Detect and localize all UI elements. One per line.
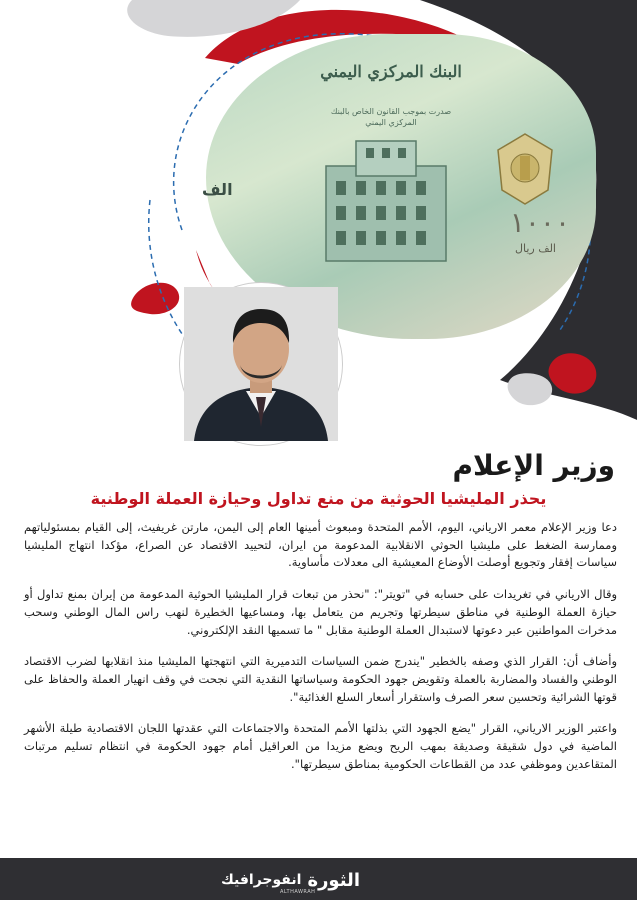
red-drop-left bbox=[131, 283, 179, 315]
paragraph: دعا وزير الإعلام معمر الارياني، اليوم، الأمم المتحدة ومبعوث أمينها العام إلى اليمن، مارتن غريفيث، إلى القيام بمسئولياتهم وممارسة الضغط على مليشيا الحوثي الانقلابية المدعومة من ايران، لتحييد الاقتصاد عن الصراع، مؤكدا انتهاج المليشيا سياسات إفقار وتجويع أوصلت الأوضاع المعيشية الى معدلات مأساوية. bbox=[24, 520, 617, 570]
paragraph: واعتبر الوزير الارياني، القرار "يضع الجهود التي بذلتها الأمم المتحدة والاجتماعات التي عقدتها اللجان الاقتصادية طيلة الأشهر الماضية في دول شقيقة وصديقة بمهب الريح ويضع مزيدا من العراقيل أمام جهود الحكومة في انتظام تسليم مرتبات المتقاعدين وموظفي عدد من القطاعات الحكومية بمناطق سيطرتها". bbox=[24, 721, 617, 771]
brand-tagline: انفوجرافيك bbox=[221, 872, 302, 888]
banknote-value: ١٠٠٠ bbox=[509, 206, 570, 239]
subheadline: يحذر المليشيا الحوثية من منع تداول وحيازة العملة الوطنية bbox=[90, 489, 547, 508]
building-illustration bbox=[316, 136, 456, 266]
headline: وزير الإعلام bbox=[452, 449, 615, 482]
portrait-illustration bbox=[184, 287, 338, 441]
brand-logo-text: الثورة bbox=[307, 869, 360, 891]
paragraph: وقال الارياني في تغريدات على حسابه في "تويتر": "نحذر من تبعات قرار المليشيا الحوثية المدعومة من إيران بمنع تداول أو حيازة العملة الوطنية في مناطق سيطرتها وتجريم من يتعامل بها، ومساعيها الخطيرة لنهب راس المال الوطني وسحب مدخرات المواطنين عبر دعوتها لاستبدال العملة الوطنية مقابل " ما تسميها النقد الإلكتروني. bbox=[24, 587, 617, 637]
paragraph: وأضاف أن: القرار الذي وصفه بالخطير "يندرج ضمن السياسات التدميرية التي انتهجتها المليشيا منذ انقلابها لضرب الاقتصاد الوطني والفساد والمضاربة بالعملة وتقويض جهود الحكومة وسياساتها النقدية التي نجحت في وقف انهيار العملة والحفاظ على قوتها الشرائية وتحسين سعر الصرف واستقرار أسعار السلع الغذائية". bbox=[24, 654, 617, 704]
banknote-value-word: الف ريال bbox=[514, 242, 556, 255]
banknote-alf: الف bbox=[202, 180, 233, 199]
banknote-signature-text: صدرت بموجب القانون الخاص بالبنك المركزي اليمني bbox=[330, 107, 452, 127]
banknote-bank-name: البنك المركزي اليمني bbox=[320, 62, 462, 81]
article-body bbox=[24, 519, 617, 787]
brand-latin: ALTHAWRAH bbox=[280, 889, 316, 895]
minister-portrait bbox=[180, 283, 342, 445]
emblem-illustration bbox=[490, 130, 560, 208]
